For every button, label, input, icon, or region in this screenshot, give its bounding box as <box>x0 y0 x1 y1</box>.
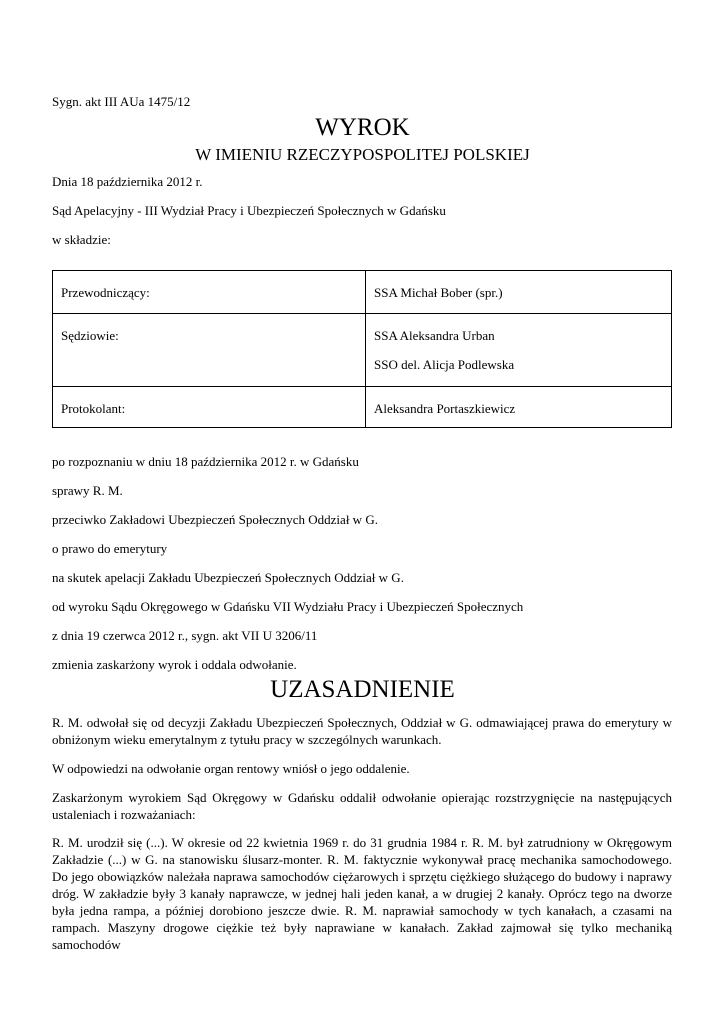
table-row <box>53 271 672 314</box>
clerk-value: Aleksandra Portaszkiewicz <box>374 401 516 416</box>
clerk-label: Protokolant: <box>61 401 126 416</box>
verdict-line: sprawy R. M. <box>52 483 123 498</box>
justification-paragraph: W odpowiedzi na odwołanie organ rentowy wniósł o jego oddalenie. <box>52 761 410 776</box>
table-cell <box>366 387 672 428</box>
table-row <box>53 314 672 387</box>
verdict-line: na skutek apelacji Zakładu Ubezpieczeń Społecznych Oddział w G. <box>52 570 404 585</box>
composition-label: w składzie: <box>52 232 111 247</box>
justification-title: UZASADNIENIE <box>270 676 455 703</box>
date-line: Dnia 18 października 2012 r. <box>52 174 203 189</box>
table-cell <box>53 314 366 387</box>
justification-paragraph: Zaskarżonym wyrokiem Sąd Okręgowy w Gdańsku oddalił odwołanie opierając rozstrzygnięcie na następujących ustaleniach i rozważaniach: <box>52 790 672 822</box>
verdict-line: o prawo do emerytury <box>52 541 168 556</box>
justification-paragraph: R. M. urodził się (...). W okresie od 22 kwietnia 1969 r. do 31 grudnia 1984 r. R. M. był zatrudniony w Okręgowym Zakładzie (...) w G. na stanowisku ślusarz-monter. R. M. faktycznie wykonywał pracę mechanika samochodowego. Do jego obowiązków należała naprawa samochodów ciężarowych i sprzętu ciężkiego służącego do budowy i naprawy dróg. W zakładzie były 3 kanały naprawcze, w jednej hali jeden kanał, a w drugiej 2 kanały. Oprócz tego na dworze była jedna rampa, a później dorobiono jeszcze dwie. R. M. naprawiał samochody w tych kanałach, a czasami na rampach. Maszyny drogowe ciężkie też były naprawiane w kanałach. Zakład zajmował się tylko mechaniką samochodów <box>52 835 672 952</box>
case-number: Sygn. akt III AUa 1475/12 <box>52 94 191 109</box>
verdict-operative-line: zmienia zaskarżony wyrok i oddala odwołanie. <box>52 657 297 672</box>
judge-2: SSO del. Alicja Podlewska <box>374 357 515 372</box>
verdict-line: przeciwko Zakładowi Ubezpieczeń Społecznych Oddział w G. <box>52 512 378 527</box>
table-cell <box>366 271 672 314</box>
court-panel-table <box>52 270 672 428</box>
justification-paragraph: R. M. odwołał się od decyzji Zakładu Ubezpieczeń Społecznych, Oddział w G. odmawiającej prawa do emerytury w obniżonym wieku emerytalnym z tytułu pracy w szczególnych warunkach. <box>52 715 672 747</box>
court-line: Sąd Apelacyjny - III Wydział Pracy i Ubezpieczeń Społecznych w Gdańsku <box>52 203 446 218</box>
verdict-line: od wyroku Sądu Okręgowego w Gdańsku VII Wydziału Pracy i Ubezpieczeń Społecznych <box>52 599 524 614</box>
chair-value: SSA Michał Bober (spr.) <box>374 285 503 300</box>
document-title: WYROK <box>315 114 410 141</box>
chair-label: Przewodniczący: <box>61 285 150 300</box>
table-cell <box>53 271 366 314</box>
judges-label: Sędziowie: <box>61 328 119 343</box>
table-cell <box>53 387 366 428</box>
judge-1: SSA Aleksandra Urban <box>374 328 495 343</box>
table-cell <box>366 314 672 387</box>
table-row <box>53 387 672 428</box>
verdict-line: z dnia 19 czerwca 2012 r., sygn. akt VII U 3206/11 <box>52 628 318 643</box>
document-subtitle: W IMIENIU RZECZYPOSPOLITEJ POLSKIEJ <box>195 145 530 164</box>
verdict-line: po rozpoznaniu w dniu 18 października 2012 r. w Gdańsku <box>52 454 359 469</box>
